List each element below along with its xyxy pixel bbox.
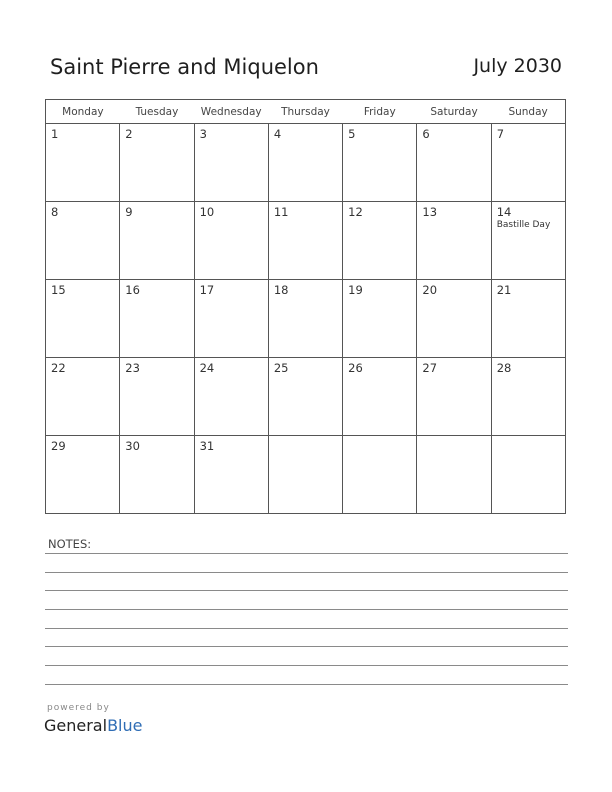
calendar-title: Saint Pierre and Miquelon <box>50 55 319 79</box>
day-number: 18 <box>273 283 289 297</box>
day-cell <box>268 124 342 202</box>
calendar-grid <box>45 99 566 514</box>
notes-line <box>45 609 568 610</box>
day-number: 10 <box>199 205 215 219</box>
day-cell <box>46 358 120 436</box>
day-number: 19 <box>348 283 363 297</box>
day-cell <box>417 280 491 358</box>
day-number: 22 <box>51 361 66 375</box>
day-cell-empty <box>491 436 565 514</box>
calendar-month: July 2030 <box>473 55 562 77</box>
brand-logo-blue: Blue <box>107 716 143 735</box>
day-cell <box>343 358 417 436</box>
day-number: 21 <box>496 283 512 297</box>
week-row <box>46 124 566 202</box>
day-cell <box>417 124 491 202</box>
powered-by-text: powered by <box>47 703 110 713</box>
week-row <box>46 280 566 358</box>
day-number: 13 <box>422 205 438 219</box>
notes-line <box>45 646 568 647</box>
day-number: 12 <box>348 205 363 219</box>
day-number: 7 <box>496 127 505 141</box>
week-row <box>46 358 566 436</box>
day-cell <box>46 280 120 358</box>
holiday-label: Bastille Day <box>496 220 551 230</box>
notes-line <box>45 665 568 666</box>
day-number: 30 <box>125 439 140 453</box>
day-cell <box>268 358 342 436</box>
day-cell <box>120 124 194 202</box>
day-cell <box>268 202 342 280</box>
day-number: 31 <box>199 439 215 453</box>
day-cell <box>46 202 120 280</box>
week-row <box>46 436 566 514</box>
day-number: 8 <box>51 205 59 219</box>
weekday-header: Tuesday <box>120 100 194 124</box>
day-number: 1 <box>51 127 59 141</box>
day-cell <box>343 202 417 280</box>
weekday-header: Wednesday <box>194 100 268 124</box>
day-number: 28 <box>496 361 512 375</box>
weekday-header: Sunday <box>491 100 565 124</box>
brand-logo <box>44 716 142 735</box>
day-cell <box>343 280 417 358</box>
day-cell-empty <box>268 436 342 514</box>
day-cell <box>491 358 565 436</box>
day-number: 24 <box>199 361 215 375</box>
day-cell <box>417 202 491 280</box>
notes-line <box>45 553 568 554</box>
day-cell <box>491 202 565 280</box>
day-number: 25 <box>273 361 289 375</box>
day-cell <box>491 280 565 358</box>
day-number: 20 <box>422 283 438 297</box>
weekday-header: Thursday <box>268 100 342 124</box>
day-cell <box>120 436 194 514</box>
weekday-header: Friday <box>343 100 417 124</box>
day-cell <box>343 124 417 202</box>
day-cell <box>120 358 194 436</box>
day-number: 16 <box>125 283 140 297</box>
day-cell <box>46 124 120 202</box>
day-number: 23 <box>125 361 140 375</box>
day-number: 26 <box>348 361 363 375</box>
day-cell <box>194 358 268 436</box>
day-number: 17 <box>199 283 215 297</box>
day-cell-empty <box>417 436 491 514</box>
day-cell <box>120 280 194 358</box>
day-cell <box>46 436 120 514</box>
notes-line <box>45 684 568 685</box>
day-number: 27 <box>422 361 438 375</box>
week-row <box>46 202 566 280</box>
day-cell <box>417 358 491 436</box>
notes-line <box>45 572 568 573</box>
day-cell <box>268 280 342 358</box>
notes-line <box>45 590 568 591</box>
day-number: 6 <box>422 127 430 141</box>
weekday-header-row <box>46 100 566 124</box>
day-cell <box>194 280 268 358</box>
day-number: 29 <box>51 439 66 453</box>
day-number: 3 <box>199 127 207 141</box>
day-number: 15 <box>51 283 66 297</box>
notes-label: NOTES: <box>48 537 92 551</box>
day-number: 5 <box>348 127 356 141</box>
day-cell <box>194 436 268 514</box>
day-number: 14 <box>496 205 512 219</box>
day-number: 2 <box>125 127 133 141</box>
day-cell <box>491 124 565 202</box>
day-number: 9 <box>125 205 133 219</box>
weekday-header: Monday <box>46 100 120 124</box>
day-cell <box>120 202 194 280</box>
day-cell-empty <box>343 436 417 514</box>
day-number: 4 <box>273 127 282 141</box>
day-cell <box>194 202 268 280</box>
weekday-header: Saturday <box>417 100 491 124</box>
brand-logo-general: General <box>44 716 108 735</box>
day-number: 11 <box>273 205 289 219</box>
notes-line <box>45 628 568 629</box>
day-cell <box>194 124 268 202</box>
